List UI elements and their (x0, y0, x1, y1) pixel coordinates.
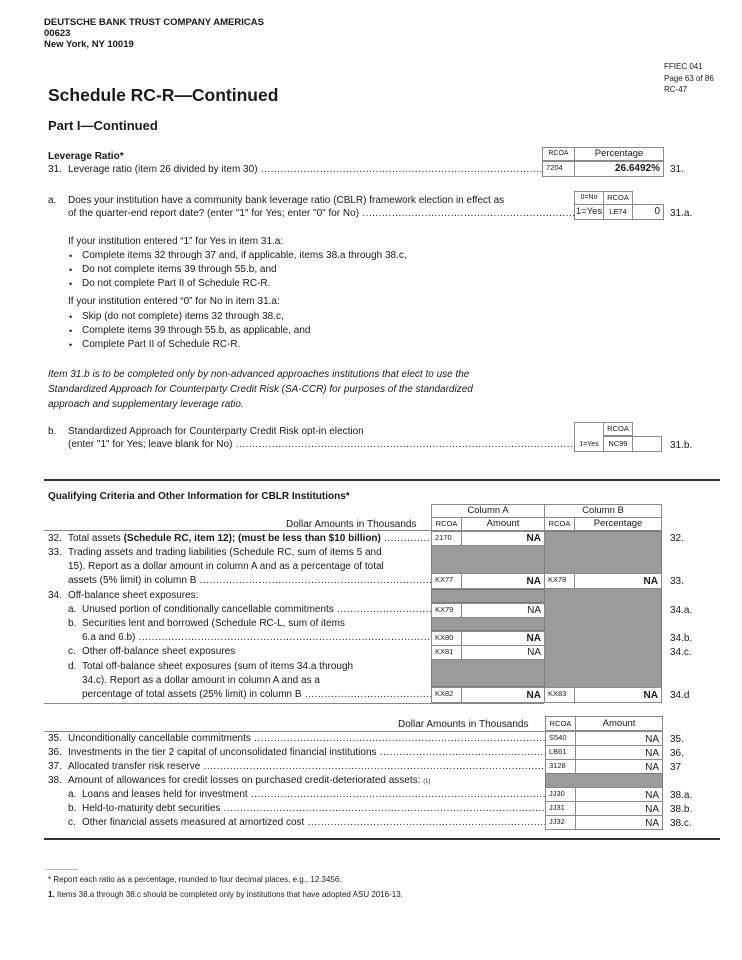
item-38b-label: Held-to-maturity debt securities ..... (82, 803, 545, 816)
footnote-one: 1. Items 38.a through 38.c should be completed only by institutions that have adopted ASU 2016-13. (48, 890, 403, 899)
rcoa-label-31a: RCOA (603, 191, 633, 205)
item-34b-ref: 34.b. (670, 633, 693, 644)
header-underline (44, 530, 431, 531)
item-38a-ref: 38.a. (670, 790, 693, 801)
item-31a-line1: Does your institution have a community bank leverage ratio (CBLR) framework election in effect as (68, 195, 505, 206)
percentage-label: Percentage (574, 147, 664, 161)
item-34c-value[interactable]: NA (461, 645, 545, 660)
item-34-label: Off-balance sheet exposures: (68, 590, 199, 601)
column-a-header: Column A (431, 504, 545, 518)
item-34d-value-a[interactable]: NA (461, 687, 545, 703)
item-34b-value[interactable]: NA (461, 631, 545, 646)
dollar-units-label-2: Dollar Amounts in Thousands (398, 719, 529, 730)
item-31b-line2: (enter "1" for Yes; leave blank for No) ..... (68, 439, 574, 452)
leverage-heading: Leverage Ratio* (48, 151, 124, 162)
yes-label-31b: 1=Yes (574, 422, 604, 452)
item-32-code: 2170 (431, 531, 462, 546)
item-33-number: 33. (48, 547, 62, 558)
item-33-line2: 15). Report as a dollar amount in column A and as a percentage of total (68, 561, 384, 572)
item-34d-number: d. (68, 661, 77, 672)
percentage-header: Percentage (574, 517, 662, 531)
part-title: Part I—Continued (48, 118, 158, 133)
rcoa-label-31b: RCOA (603, 422, 633, 436)
rcoa-label: RCOA (542, 147, 575, 161)
rcoa-a-header: RCOA (431, 517, 462, 531)
item-34a-label: Unused portion of conditionally cancellable commitments ..... (82, 604, 431, 617)
item-38c-code: JJ32 (545, 815, 576, 830)
item-38a-number: a. (68, 789, 77, 800)
item-38b-ref: 38.b. (670, 804, 693, 815)
item-34-number: 34. (48, 590, 62, 601)
item-36-label: Investments in the tier 2 capital of unconsolidated financial institutions ..... (68, 747, 545, 760)
item-35-ref: 35. (670, 734, 684, 745)
item-32-value[interactable]: NA (461, 531, 545, 546)
item-34c-ref: 34.c. (670, 647, 692, 658)
item-35-code: S540 (545, 731, 576, 746)
yes-bullet: • Do not complete items 39 through 55.b, and (82, 264, 277, 277)
item-36-ref: 36. (670, 748, 684, 759)
section-divider (44, 479, 720, 481)
item-31b-value[interactable] (632, 436, 662, 452)
item-34c-code: KX81 (431, 645, 462, 660)
section-divider (44, 838, 720, 840)
form-info (664, 61, 714, 96)
institution-name: DEUTSCHE BANK TRUST COMPANY AMERICAS (44, 17, 264, 28)
item-31a-line2: of the quarter-end report date? (enter "1" for Yes; enter "0" for No) ..... (68, 208, 574, 221)
item-34d-value-b[interactable]: NA (574, 687, 662, 703)
page-code: RC-47 (664, 85, 688, 94)
amount-header: Amount (461, 517, 545, 531)
item-38b-value[interactable]: NA (575, 801, 663, 816)
item-36-value[interactable]: NA (575, 745, 663, 760)
item-31b-number: b. (48, 426, 57, 437)
item-33-code-a: KX77 (431, 573, 462, 589)
item-32-ref: 32. (670, 533, 684, 544)
footnote-ref: (1) (423, 779, 431, 785)
item-31-label: Leverage ratio (item 26 divided by item 30) ..... (68, 164, 542, 177)
item-34a-code: KX79 (431, 603, 462, 618)
item-38b-number: b. (68, 803, 77, 814)
amount-header-2: Amount (575, 716, 663, 731)
item-38a-code: JJ30 (545, 787, 576, 802)
item-31-code: 7204 (542, 161, 575, 177)
item-38-label: Amount of allowances for credit losses on purchased credit-deteriorated assets: (1) (68, 775, 431, 786)
shaded-area (545, 773, 663, 788)
item-34d-code-a: KX82 (431, 687, 462, 703)
institution-id: 00623 (44, 28, 71, 39)
yes-label: 1=Yes (574, 204, 604, 220)
item-38c-number: c. (68, 817, 76, 828)
yes-bullet: • Complete items 32 through 37 and, if applicable, items 38.a through 38.c, (82, 250, 407, 263)
item-38a-label: Loans and leases held for investment ..... (82, 789, 545, 802)
institution-location: New York, NY 10019 (44, 39, 134, 50)
item-38-number: 38. (48, 775, 62, 786)
item-34a-value[interactable]: NA (461, 603, 545, 618)
item-34d-ref: 34.d (670, 690, 690, 701)
item-31-value[interactable]: 26.6492% (574, 161, 664, 177)
item-31b-note: Item 31.b is to be completed only by non-advanced approaches institutions that elect to use the Standardized Approach for Counterparty Credit Risk (SA-CCR) for purposes of the standardized approach and supplementary leverage ratio. (48, 369, 473, 410)
no-bullet: • Complete items 39 through 55.b, as applicable, and (82, 325, 310, 338)
no-bullet: • Skip (do not complete) items 32 through 38.c, (82, 311, 284, 324)
item-35-value[interactable]: NA (575, 731, 663, 746)
item-31a-ref: 31.a. (670, 208, 693, 219)
item-31a-number: a. (48, 195, 57, 206)
item-37-value[interactable]: NA (575, 759, 663, 774)
item-34b-number: b. (68, 618, 77, 629)
no-bullet: • Complete Part II of Schedule RC-R. (82, 339, 240, 352)
item-31-number: 31. (48, 164, 62, 175)
item-35-number: 35. (48, 733, 62, 744)
header-underline-2 (44, 731, 545, 732)
item-33-line3: assets (5% limit) in column B ..... (68, 575, 431, 588)
page-title: Schedule RC-R—Continued (48, 85, 279, 105)
separator (44, 703, 544, 704)
item-37-number: 37. (48, 761, 62, 772)
item-38c-label: Other financial assets measured at amortized cost ..... (82, 817, 545, 830)
shaded-area (431, 659, 545, 687)
item-33-value-b[interactable]: NA (574, 573, 662, 589)
rcoa-header-2: RCOA (545, 716, 576, 731)
item-34a-ref: 34.a. (670, 605, 693, 616)
item-38c-ref: 38.c. (670, 818, 692, 829)
item-36-code: LB61 (545, 745, 576, 760)
no-instructions-intro: If your institution entered “0” for No in item 31.a: (68, 296, 280, 307)
item-31-ref: 31. (670, 164, 684, 175)
item-34b-line1: Securities lent and borrowed (Schedule RC-L, sum of items (82, 618, 345, 629)
item-38b-code: JJ31 (545, 801, 576, 816)
shaded-column-b (544, 531, 662, 689)
item-38a-value[interactable]: NA (575, 787, 663, 802)
yes-bullet: • Do not complete Part II of Schedule RC-R. (82, 278, 270, 291)
item-37-label: Allocated transfer risk reserve ..... (68, 761, 545, 774)
item-37-code: 3128 (545, 759, 576, 774)
item-34d-line1: Total off-balance sheet exposures (sum of items 34.a through (82, 661, 354, 672)
footnote-rule (46, 869, 78, 870)
item-32-number: 32. (48, 533, 62, 544)
item-33-code-b: KX78 (544, 573, 575, 589)
item-31b-code: NC99 (603, 436, 633, 452)
shaded-area (431, 589, 545, 603)
shaded-area (431, 617, 545, 631)
item-36-number: 36. (48, 747, 62, 758)
rcoa-b-header: RCOA (544, 517, 575, 531)
item-31a-value[interactable]: 0 (632, 204, 664, 220)
item-37-ref: 37 (670, 762, 682, 773)
yes-instructions-intro: If your institution entered “1” for Yes in item 31.a: (68, 236, 284, 247)
item-31b-line1: Standardized Approach for Counterparty Credit Risk opt-in election (68, 426, 364, 437)
no-label: 0=No (574, 191, 604, 205)
institution-header (44, 17, 264, 50)
item-34b-line2: 6.a and 6.b) ..... (82, 632, 431, 645)
item-34d-line3: percentage of total assets (25% limit) in column B ..... (82, 689, 431, 702)
item-34c-label: Other off-balance sheet exposures (82, 646, 236, 657)
item-32-label: Total assets (Schedule RC, item 12); (must be less than $10 billion) ..... (68, 533, 431, 546)
item-34d-code-b: KX83 (544, 687, 575, 703)
cblr-heading: Qualifying Criteria and Other Information for CBLR Institutions* (48, 491, 350, 502)
item-34c-number: c. (68, 646, 76, 657)
item-33-value-a[interactable]: NA (461, 573, 545, 589)
item-34b-code: KX80 (431, 631, 462, 646)
item-34d-line2: 34.c). Report as a dollar amount in column A and as a (82, 675, 320, 686)
item-35-label: Unconditionally cancellable commitments ..... (68, 733, 545, 746)
item-34a-number: a. (68, 604, 77, 615)
item-31a-code: LE74 (603, 204, 633, 220)
item-31b-ref: 31.b. (670, 440, 693, 451)
footnote-star: * Report each ratio as a percentage, rounded to four decimal places, e.g., 12.3456. (48, 875, 342, 884)
item-38c-value[interactable]: NA (575, 815, 663, 830)
form-number: FFIEC 041 (664, 62, 703, 71)
item-33-ref: 33. (670, 576, 684, 587)
page-number: Page 63 of 86 (664, 73, 714, 83)
item-33-line1: Trading assets and trading liabilities (Schedule RC, sum of items 5 and (68, 547, 382, 558)
column-b-header: Column B (544, 504, 662, 518)
dollar-units-label: Dollar Amounts in Thousands (286, 519, 417, 530)
